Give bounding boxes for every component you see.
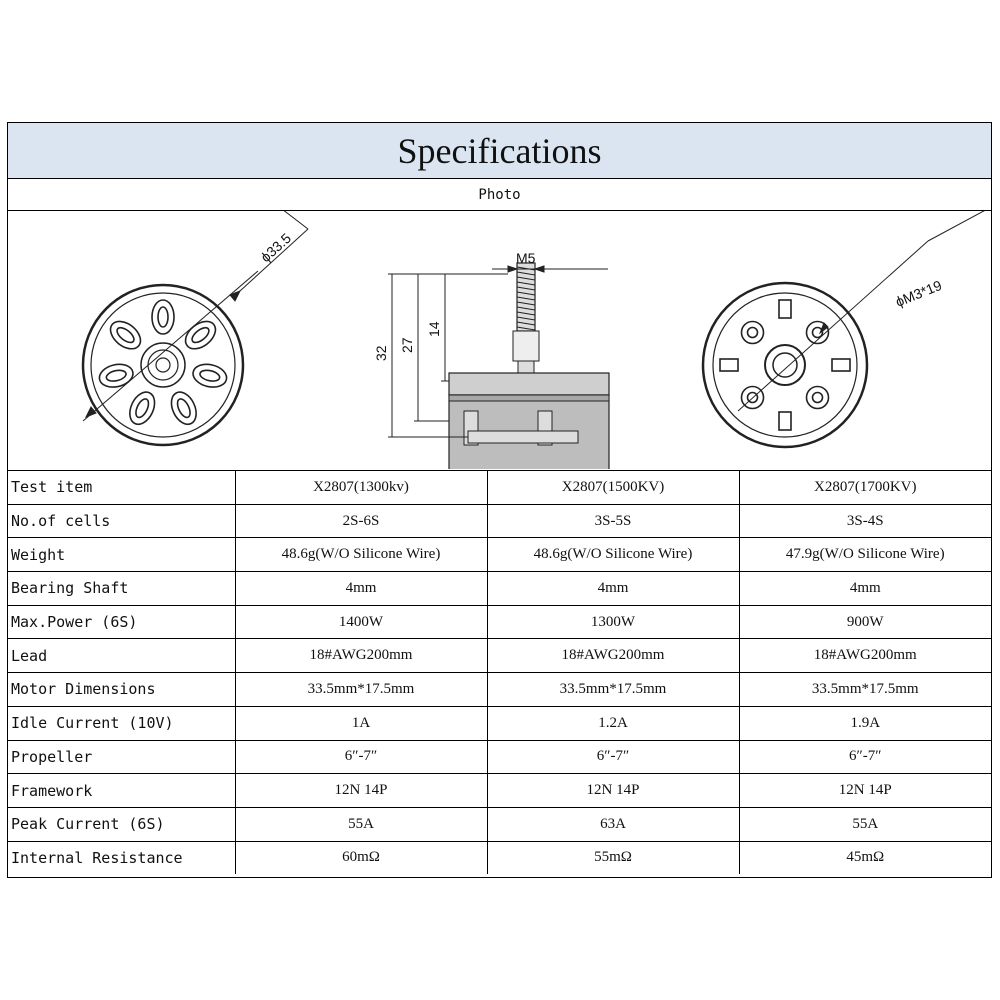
motor-drawing-svg <box>8 211 991 469</box>
row-value: 1300W <box>487 605 739 639</box>
row-value: 60mΩ <box>235 841 487 874</box>
row-value: 18#AWG200mm <box>487 639 739 673</box>
table-row <box>8 572 991 606</box>
row-value: 12N 14P <box>487 774 739 808</box>
table-row <box>8 740 991 774</box>
table-row <box>8 841 991 874</box>
title-bar <box>8 123 991 179</box>
row-value: 55mΩ <box>487 841 739 874</box>
row-value: 33.5mm*17.5mm <box>487 673 739 707</box>
row-value: X2807(1300kv) <box>235 471 487 504</box>
motor-bottom-view <box>703 211 991 447</box>
spec-table <box>8 471 991 874</box>
row-label: Max.Power (6S) <box>8 605 235 639</box>
row-value: X2807(1500KV) <box>487 471 739 504</box>
row-label: Internal Resistance <box>8 841 235 874</box>
row-value: 4mm <box>487 572 739 606</box>
row-label: Motor Dimensions <box>8 673 235 707</box>
row-value: 63A <box>487 807 739 841</box>
row-value: 18#AWG200mm <box>739 639 991 673</box>
page-title: Specifications <box>397 130 602 171</box>
row-value: 55A <box>235 807 487 841</box>
row-value: 12N 14P <box>235 774 487 808</box>
mount-label: ϕM3*19 <box>893 276 944 310</box>
diameter-label: ϕ33.5 <box>257 229 295 266</box>
motor-drawing <box>8 211 991 471</box>
table-row <box>8 538 991 572</box>
row-value: 47.9g(W/O Silicone Wire) <box>739 538 991 572</box>
row-value: 12N 14P <box>739 774 991 808</box>
row-value: 3S-4S <box>739 504 991 538</box>
height-body-label: 27 <box>399 337 415 353</box>
row-value: 900W <box>739 605 991 639</box>
shaft-label: M5 <box>516 250 536 266</box>
height-shaft-label: 14 <box>426 321 442 337</box>
table-row <box>8 639 991 673</box>
row-value: 6″-7″ <box>739 740 991 774</box>
row-value: 1A <box>235 706 487 740</box>
row-label: Peak Current (6S) <box>8 807 235 841</box>
row-value: 4mm <box>235 572 487 606</box>
row-label: Bearing Shaft <box>8 572 235 606</box>
table-row <box>8 774 991 808</box>
table-row <box>8 504 991 538</box>
table-row <box>8 673 991 707</box>
row-value: 48.6g(W/O Silicone Wire) <box>235 538 487 572</box>
row-value: 1.9A <box>739 706 991 740</box>
row-value: 1.2A <box>487 706 739 740</box>
row-label: Framework <box>8 774 235 808</box>
row-value: 2S-6S <box>235 504 487 538</box>
row-value: 1400W <box>235 605 487 639</box>
table-row <box>8 605 991 639</box>
row-value: X2807(1700KV) <box>739 471 991 504</box>
row-value: 4mm <box>739 572 991 606</box>
spec-sheet <box>7 122 992 878</box>
row-label: Weight <box>8 538 235 572</box>
photo-header <box>8 179 991 211</box>
row-value: 55A <box>739 807 991 841</box>
table-row <box>8 471 991 504</box>
row-label: Lead <box>8 639 235 673</box>
photo-label: Photo <box>478 186 521 203</box>
row-value: 33.5mm*17.5mm <box>739 673 991 707</box>
row-value: 3S-5S <box>487 504 739 538</box>
row-label: Idle Current (10V) <box>8 706 235 740</box>
row-value: 18#AWG200mm <box>235 639 487 673</box>
row-value: 6″-7″ <box>487 740 739 774</box>
table-row <box>8 706 991 740</box>
motor-side-view <box>388 263 609 469</box>
row-label: No.of cells <box>8 504 235 538</box>
row-label: Test item <box>8 471 235 504</box>
row-value: 33.5mm*17.5mm <box>235 673 487 707</box>
row-label: Propeller <box>8 740 235 774</box>
row-value: 45mΩ <box>739 841 991 874</box>
height-total-label: 32 <box>373 345 389 361</box>
table-row <box>8 807 991 841</box>
row-value: 48.6g(W/O Silicone Wire) <box>487 538 739 572</box>
row-value: 6″-7″ <box>235 740 487 774</box>
